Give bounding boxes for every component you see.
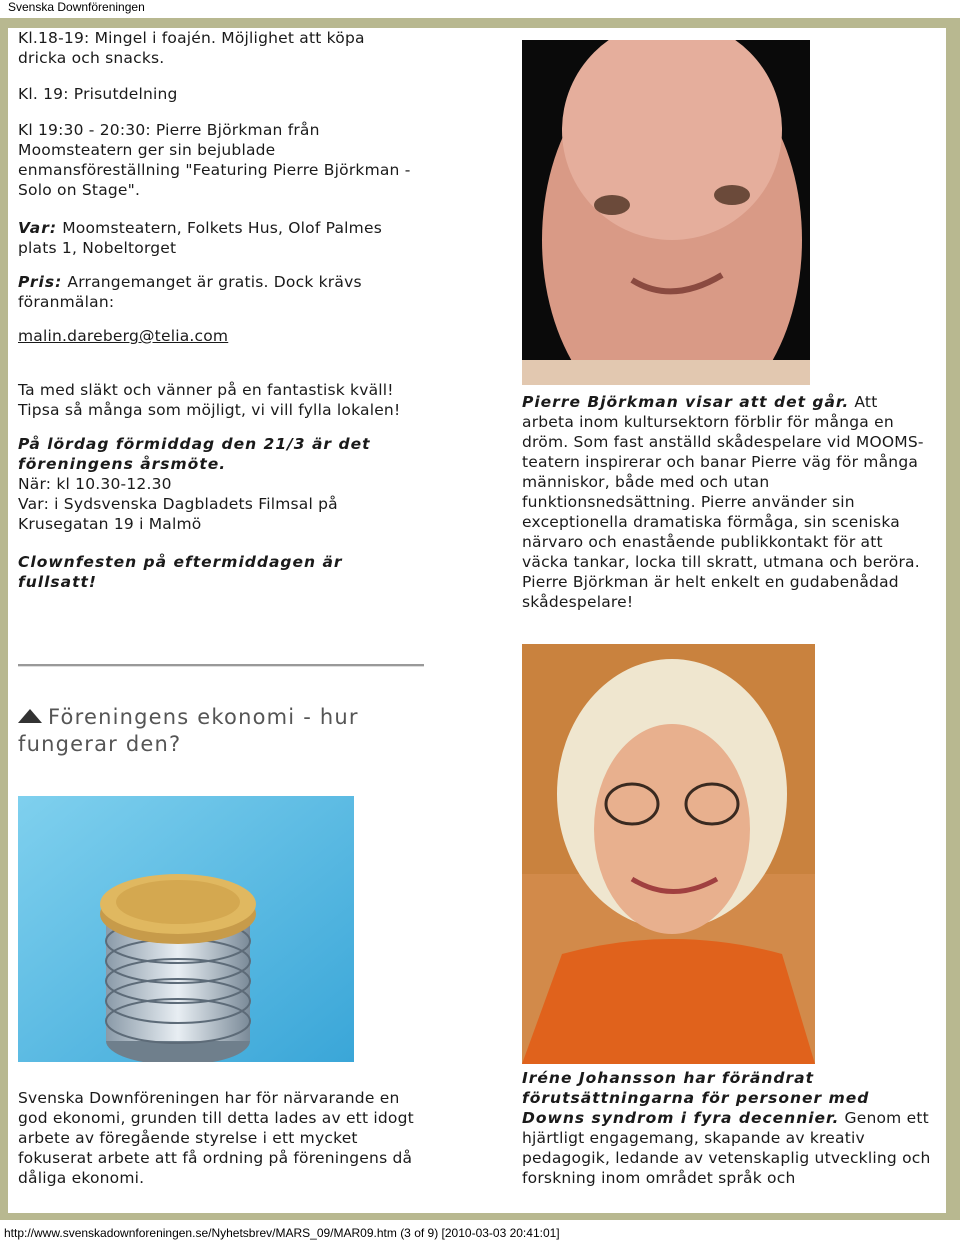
triangle-up-icon[interactable] (18, 709, 42, 723)
price-value: Arrangemanget är gratis. Dock krävs föranmälan: (18, 273, 362, 311)
mingel-text: Kl.18-19: Mingel i foajén. Möjlighet att köpa dricka och snacks. (18, 29, 365, 67)
invite-text: Ta med släkt och vänner på en fantastisk kväll! Tipsa så många som möjligt, vi vill fylla lokalen! (18, 381, 401, 419)
economy-text: Svenska Downföreningen har för närvarande en god ekonomi, grunden till detta lades av ett idogt arbete av föregående styrelse i ett mycket fokuserat arbete att få ordning på föreningens då dåliga ekonomi. (18, 1089, 414, 1187)
economy-title-text: Föreningens ekonomi - hur fungerar den? (18, 705, 359, 756)
event-info (18, 28, 418, 608)
irene-text: Genom ett hjärtligt engagemang, skapande av kreativ pedagogik, ledande av vetenskaplig utveckling och forskning inom området språk och (522, 1109, 931, 1187)
clownfest-text: Clownfesten på eftermiddagen är fullsatt! (18, 553, 343, 591)
irene-photo (522, 644, 815, 1064)
economy-section-title (18, 704, 438, 758)
venue-text (18, 218, 418, 258)
irene-image (522, 644, 815, 1064)
pierre-text: Att arbeta inom kultursektorn förblir för många en dröm. Som fast anställd skådespelare vid MOOMS-teatern inspirerar och banar Pierre väg för många människor, både med och utan funktionsnedsättning. Pierre använder sin exceptionella dramatiska förmåga, sin sceniska närvaro och enastående publikkontakt för att väcka tankar, locka till skratt, utmana och beröra. Pierre Björkman är helt enkelt en gudabenådad skådespelare! (522, 393, 924, 611)
pierre-image (522, 40, 810, 385)
venue-value: Moomsteatern, Folkets Hus, Olof Palmes plats 1, Nobeltorget (18, 219, 382, 257)
browser-page-title: Svenska Downföreningen (8, 0, 145, 14)
annual-meeting-venue: Var: i Sydsvenska Dagbladets Filmsal på Krusegatan 19 i Malmö (18, 495, 338, 533)
email-link[interactable]: malin.dareberg@telia.com (18, 327, 229, 345)
annual-meeting (18, 434, 418, 534)
irene-heading: Iréne Johansson har förändrat förutsättningarna för personer med Downs syndrom i fyra decennier. (522, 1069, 870, 1127)
pierre-bio (522, 392, 932, 612)
coins-photo (18, 796, 354, 1062)
pierre-heading: Pierre Björkman visar att det går. (522, 393, 850, 411)
pris-label: Pris: (18, 273, 63, 291)
annual-meeting-time: När: kl 10.30-12.30 (18, 475, 172, 493)
content-area (8, 28, 946, 1213)
show-text: Kl 19:30 - 20:30: Pierre Björkman från Moomsteatern ger sin bejublade enmansföreställning "Featuring Pierre Björkman - Solo on Stage". (18, 121, 411, 199)
prisutdelning-text: Kl. 19: Prisutdelning (18, 85, 178, 103)
coins-image (18, 796, 354, 1062)
divider (18, 664, 424, 667)
annual-meeting-heading: På lördag förmiddag den 21/3 är det föreningens årsmöte. (18, 435, 371, 473)
price-text (18, 272, 418, 312)
irene-bio (522, 1068, 932, 1188)
footer-url: http://www.svenskadownforeningen.se/Nyhetsbrev/MARS_09/MAR09.htm (3 of 9) [2010-03-03 20:41:01] (4, 1226, 560, 1240)
var-label: Var: (18, 219, 58, 237)
email-paragraph (18, 326, 418, 346)
pierre-photo (522, 40, 810, 385)
page-frame (0, 18, 960, 1220)
